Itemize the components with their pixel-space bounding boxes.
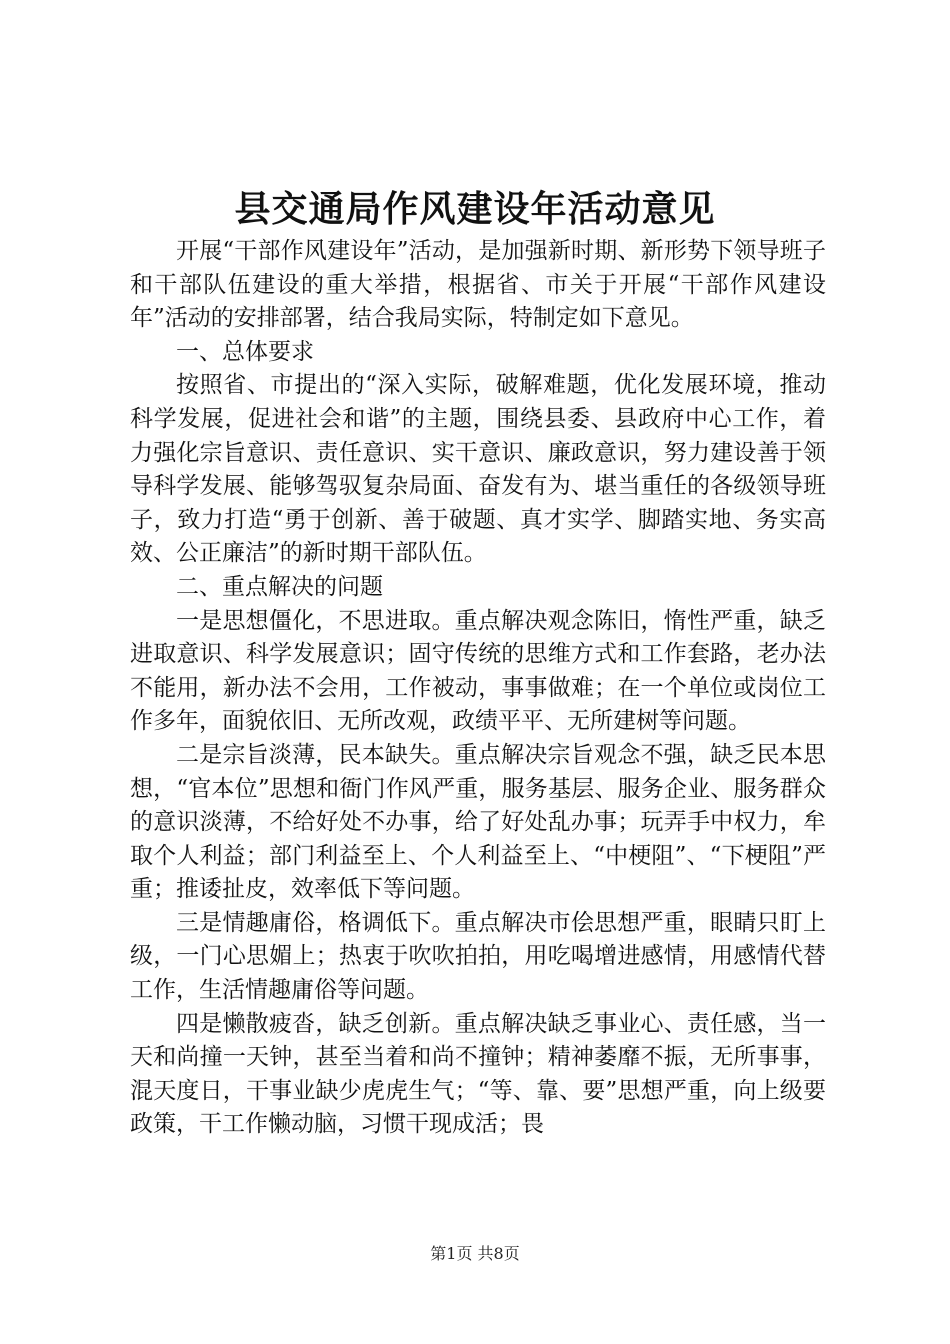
document-title: 县交通局作风建设年活动意见 [234, 188, 716, 230]
document-body [130, 235, 826, 1142]
paragraph-problem-three: 三是情趣庸俗，格调低下。重点解决市侩思想严重，眼睛只盯上级，一门心思媚上；热衷于吹吹拍拍，用吃喝增进感情，用感情代替工作，生活情趣庸俗等问题。 [130, 909, 826, 1004]
section-heading-key-problems: 二、重点解决的问题 [176, 573, 383, 600]
page-footer [0, 1243, 950, 1265]
paragraph-intro: 开展“干部作风建设年”活动，是加强新时期、新形势下领导班子和干部队伍建设的重大举措，根据省、市关于开展“干部作风建设年”活动的安排部署，结合我局实际，特制定如下意见。 [130, 238, 826, 332]
section-heading-general-requirements: 一、总体要求 [176, 338, 314, 365]
page-number-label: 第1页 共8页 [430, 1244, 520, 1263]
paragraph-general-requirements: 按照省、市提出的“深入实际，破解难题，优化发展环境，推动科学发展，促进社会和谐”的主题，围绕县委、县政府中心工作，着力强化宗旨意识、责任意识、实干意识、廉政意识，努力建设善于领导科学发展、能够驾驭复杂局面、奋发有为、堪当重任的各级领导班子，致力打造“勇于创新、善于破题、真才实学、脚踏实地、务实高效、公正廉洁”的新时期干部队伍。 [130, 372, 826, 567]
paragraph-problem-one: 一是思想僵化，不思进取。重点解决观念陈旧，惰性严重，缺乏进取意识、科学发展意识；固守传统的思维方式和工作套路，老办法不能用，新办法不会用，工作被动，事事做难；在一个单位或岗位工作多年，面貌依旧、无所改观，政绩平平、无所建树等问题。 [130, 607, 826, 735]
paragraph-problem-four: 四是懒散疲沓，缺乏创新。重点解决缺乏事业心、责任感，当一天和尚撞一天钟，甚至当着和尚不撞钟；精神萎靡不振，无所事事，混天度日，干事业缺少虎虎生气；“等、靠、要”思想严重，向上级要政策，干工作懒动脑，习惯干现成活；畏 [130, 1010, 826, 1138]
paragraph-problem-two: 二是宗旨淡薄，民本缺失。重点解决宗旨观念不强，缺乏民本思想，“官本位”思想和衙门作风严重，服务基层、服务企业、服务群众的意识淡薄，不给好处不办事，给了好处乱办事；玩弄手中权力，牟取个人利益；部门利益至上、个人利益至上、“中梗阻”、“下梗阻”严重；推诿扯皮，效率低下等问题。 [130, 741, 826, 903]
